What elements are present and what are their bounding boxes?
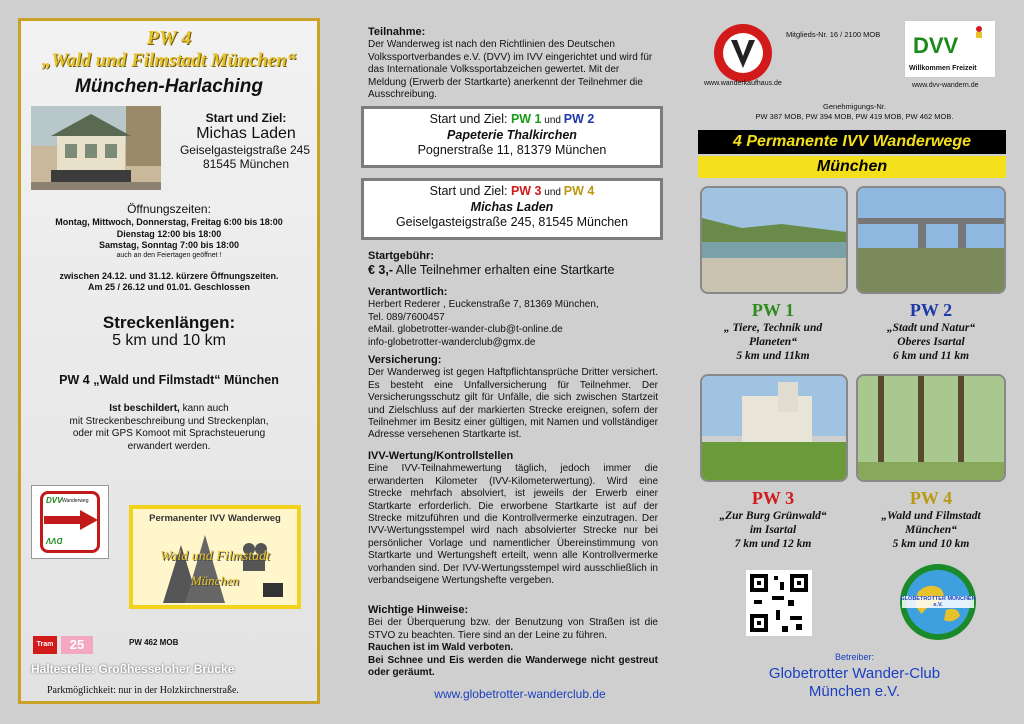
box2-pw4: PW 4	[563, 184, 595, 198]
route-length: 7 km und 12 km	[734, 538, 812, 550]
pw4-badge	[129, 505, 301, 609]
middle-panel	[325, 18, 685, 718]
hours-title: Öffnungszeiten:	[127, 202, 211, 216]
photo-pw3	[700, 374, 848, 482]
dvv-sign-text: DVV	[46, 496, 63, 505]
box1-pw1: PW 1	[510, 112, 542, 126]
start-box-pw3-pw4	[361, 178, 663, 240]
start-label: Start und Ziel:	[205, 111, 287, 125]
lengths-value: 5 km und 10 km	[112, 332, 226, 349]
responsible-section	[368, 286, 658, 349]
box2-pw3: PW 3	[510, 184, 542, 198]
member-no: Mitglieds-Nr. 16 / 2100 MOB	[786, 30, 881, 39]
route-length: 5 km und 11km	[736, 350, 810, 362]
badge-bottom-text: München	[190, 573, 240, 588]
approval-numbers: PW 387 MOB, PW 394 MOB, PW 419 MOB, PW 462 MOB.	[755, 112, 954, 121]
insurance-title: Versicherung:	[368, 354, 442, 366]
responsible-title: Verantwortlich:	[368, 286, 448, 298]
mob-code: PW 462 MOB	[129, 638, 179, 647]
participation-text: Der Wanderweg ist nach den Richtlinien des Deutschen Volkssportverbandes e.V. (DVV) im IVV eingerichtet und wird für das Internationale Volkssportabzeichen gewertet. Mit der Meldung (Erwerb der Startkarte) anerkennt der Teilnehmer die Ausschreibung.	[368, 39, 653, 101]
ivv-text: Eine IVV-Teilnahmewertung täglich, jedoch immer die erwanderten Kilometer (IVV-Kilometerwertung). Wird eine Strecke mehrfach absolviert, ist jeweils der Erwerb einer Startkarte erforderlich. Die erworbene Startkarte ist auf der Strecke mitzuführen und die Kontrollvermerke einzutragen. Der IVV-Wertungsstempel wird nach absolvierter Strecke nur bei persönlicher Vorlage und namentlicher Übereinstimmung von Startkarte und Wertungsheft erteilt, wenn alle Kontrollvermerke vorhanden sind. Der IVV-Wertungsstempel wird ausschließlich in verbandseigene Wertungshefte vergeben.	[368, 463, 658, 587]
lengths-title: Streckenlängen:	[102, 313, 236, 332]
shop-photo	[31, 106, 161, 190]
box2-and: und	[541, 187, 564, 198]
tram-number: 25	[61, 636, 93, 654]
district: München-Harlaching	[75, 76, 263, 97]
signage-line: oder mit GPS Komoot mit Sprachsteuerung	[72, 428, 266, 439]
participation-title: Teilnahme:	[368, 26, 426, 38]
route-card-pw1	[698, 300, 848, 363]
address-street: Geiselgasteigstraße 245	[179, 143, 311, 157]
route-name: „Stadt und Natur“ Oberes Isartal	[886, 322, 976, 348]
signage-rest: kann auch	[179, 403, 229, 414]
pw-name: „Wald und Filmstadt München“	[41, 50, 297, 71]
ivv-section	[368, 450, 658, 587]
club-logo-text: GLOBETROTTER MÜNCHEN e.V.	[900, 596, 976, 608]
box1-prefix: Start und Ziel:	[429, 112, 511, 126]
responsible-line: Herbert Rederer , Euckenstraße 7, 81369 München,	[368, 299, 599, 311]
closing-note-2: Am 25 / 26.12 und 01.01. Geschlossen	[87, 282, 251, 292]
route-code: PW 4	[909, 488, 953, 508]
notes-text: Bei der Überquerung bzw. der Benutzung von Straßen ist die STVO zu beachten. Tiere sind an der Leine zu führen.	[368, 617, 658, 641]
operator-name: Globetrotter Wander-Club	[768, 665, 941, 682]
notes-section	[368, 604, 658, 679]
tram-icon: Tram	[33, 636, 57, 654]
box1-and: und	[541, 115, 564, 126]
dvv-logo	[904, 20, 996, 78]
person-icon	[971, 25, 987, 39]
route-code: PW 2	[909, 300, 953, 320]
website-link[interactable]: www.globetrotter-wanderclub.de	[434, 687, 606, 701]
box2-prefix: Start und Ziel:	[429, 184, 511, 198]
signage-text	[21, 403, 317, 453]
participation-section	[368, 26, 655, 101]
box2-address: Geiselgasteigstraße 245, 81545 München	[395, 215, 629, 229]
route-code: PW 3	[751, 488, 795, 508]
hours-row: Montag, Mittwoch, Donnerstag, Freitag 6:00 bis 18:00	[55, 217, 283, 227]
address-city: 81545 München	[202, 157, 290, 171]
email-1[interactable]: eMail. globetrotter-wander-club@t-online.de	[368, 324, 563, 336]
route-code: PW 1	[751, 300, 795, 320]
signage-line: erwandert werden.	[127, 440, 211, 452]
photo-pw2	[856, 186, 1006, 294]
hours-list	[21, 217, 317, 252]
fee-section	[368, 250, 668, 277]
banner-title: 4 Permanente IVV Wanderwege	[698, 130, 1006, 154]
dvv-waymark-sign: DVV Wanderweg DVV	[31, 485, 109, 559]
tram-stop: Haltestelle: Großhesseloher Brücke	[31, 662, 235, 676]
photo-pw1	[700, 186, 848, 294]
operator-label: Betreiber:	[834, 652, 875, 662]
left-panel	[18, 18, 320, 704]
qr-code-icon[interactable]	[746, 570, 812, 636]
box1-place: Papeterie Thalkirchen	[447, 128, 577, 142]
signage-line: mit Streckenbeschreibung und Streckenplan,	[69, 415, 269, 427]
dvv-logo-text: DVV	[913, 33, 959, 58]
insurance-text: Der Wanderweg ist gegen Haftpflichtansprüche Dritter versichert. Es besteht eine Unfallversicherung für Teilnehmer. Der Versicherungsschutz gilt für Unfälle, die sich zwischen Startzeit und Zielschluss auf der markierten Strecke ereignen, sofern der Teilnehmer im Besitz einer gültigen, mit Namen und vollständiger Adresse versehenen Startkarte ist.	[368, 367, 658, 441]
badge-mid-text: Wald und Filmstadt	[160, 549, 270, 564]
holiday-note: auch an den Feiertagen geöffnet !	[116, 252, 222, 259]
box1-pw2: PW 2	[563, 112, 595, 126]
shop-url[interactable]: www.wanderkaufhaus.de	[704, 80, 782, 87]
route-title: PW 4 „Wald und Filmstadt“ München	[59, 373, 279, 387]
route-card-pw4	[856, 488, 1006, 551]
hours-row: Dienstag 12:00 bis 18:00	[116, 228, 222, 239]
hours-row: Samstag, Sonntag 7:00 bis 18:00	[98, 240, 240, 250]
start-place: Michas Laden	[196, 125, 296, 142]
dvv-url[interactable]: www.dvv-wandern.de	[912, 82, 979, 89]
ivv-title: IVV-Wertung/Kontrollstellen	[368, 450, 514, 462]
box1-address: Pognerstraße 11, 81379 München	[417, 143, 607, 157]
operator-city: München e.V.	[808, 683, 901, 700]
box2-place: Michas Laden	[470, 200, 554, 214]
fee-text: Alle Teilnehmer erhalten eine Startkarte	[393, 263, 615, 277]
right-panel	[692, 18, 1017, 718]
route-length: 5 km und 10 km	[892, 538, 970, 550]
route-name: „ Tiere, Technik und Planeten“	[723, 322, 823, 348]
fee-title: Startgebühr:	[368, 250, 434, 262]
start-box-pw1-pw2	[361, 106, 663, 168]
dvv-sign-sub: Wanderweg	[62, 498, 89, 504]
notes-title: Wichtige Hinweise:	[368, 604, 469, 616]
notes-bold-1: Rauchen ist im Wald verboten.	[368, 642, 514, 654]
ivv-logo-icon	[712, 22, 774, 84]
responsible-line: Tel. 089/7600457	[368, 311, 445, 323]
forest-film-icon	[133, 525, 297, 605]
route-name: „Wald und Filmstadt München“	[881, 510, 981, 536]
fee-amount: € 3,-	[368, 263, 394, 277]
notes-bold-2: Bei Schnee und Eis werden die Wanderwege nicht gestreut oder geräumt.	[368, 654, 658, 679]
email-2[interactable]: info-globetrotter-wanderclub@gmx.de	[368, 336, 536, 348]
arrow-right-icon	[44, 510, 98, 530]
route-card-pw2	[856, 300, 1006, 363]
insurance-section	[368, 354, 658, 442]
parking-note: Parkmöglichkeit: nur in der Holzkirchnerstraße.	[47, 685, 239, 696]
approval-title: Genehmigungs-Nr.	[823, 102, 886, 111]
banner-city: München	[698, 156, 1006, 178]
pw-code: PW 4	[146, 27, 192, 49]
signage-bold: Ist beschildert,	[109, 403, 180, 414]
route-length: 6 km und 11 km	[892, 350, 970, 362]
route-card-pw3	[698, 488, 848, 551]
closing-note-1: zwischen 24.12. und 31.12. kürzere Öffnungszeiten.	[59, 271, 279, 281]
badge-top-text: Permanenter IVV Wanderweg	[149, 513, 281, 524]
dvv-slogan: Willkommen Freizeit	[909, 65, 977, 72]
route-name: „Zur Burg Grünwald“ im Isartal	[719, 510, 827, 536]
photo-pw4	[856, 374, 1006, 482]
